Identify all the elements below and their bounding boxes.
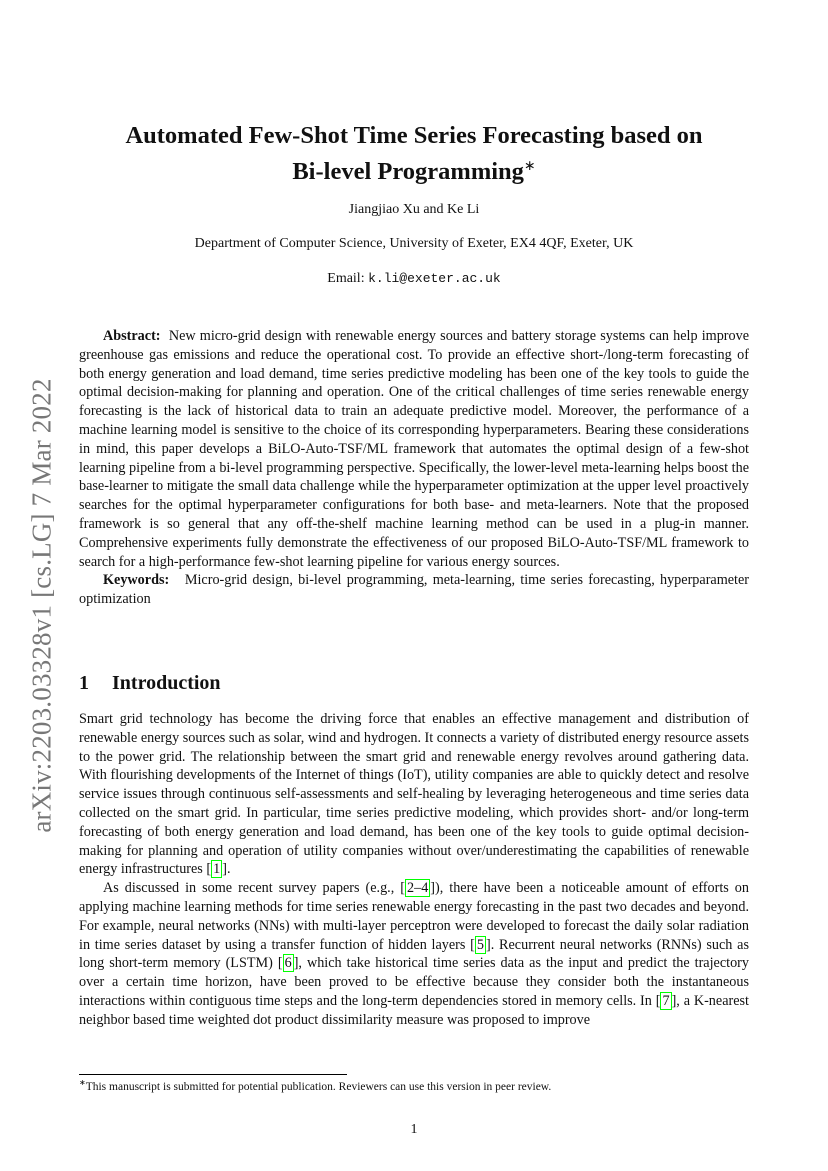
paper-title — [60, 120, 768, 187]
title-line-1: Automated Few-Shot Time Series Forecasting based on — [125, 122, 703, 149]
citation-link[interactable]: 7 — [662, 992, 670, 1009]
citation-link[interactable]: 2–4 — [407, 880, 429, 897]
intro-body — [79, 710, 749, 1030]
intro-paragraph-1: Smart grid technology has become the driving force that enables an effective management and distribution of renewable energy sources such as solar, wind and hydrogen. It connects a variety of distributed energy resource assets to the power grid. The relationship between the smart grid and renewable energy revolves around gathering data. With flourishing developments of the Internet of things (IoT), utility companies are able to quickly detect and resolve service issues through continuous self-assessments and self-healing by leveraging heterogeneous and time series data collected on the smart grid. In particular, time series predictive modeling, which provides short- and/or long-term forecasting of both energy generation and load demand, has been one of the key tools to guide optimal decision-making for planning and operation of utility companies without over/underestimating the capabilities of renewable energy infrastructures [ 1 ]. — [79, 711, 749, 878]
affiliation: Department of Computer Science, University of Exeter, EX4 4QF, Exeter, UK — [194, 236, 634, 251]
abstract-text: New micro-grid design with renewable energy sources and battery storage systems can help improve greenhouse gas emissions and reduce the operational cost. To provide an effective short-/long-term forecasting of both energy generation and load demand, time series predictive modeling has been one of the key tools to guide the optimal decision-making for planning and operation. One of the critical challenges of time series renewable energy forecasting is the lack of historical data to train an adequate predictive model. Moreover, the performance of a machine learning model is sensitive to the choice of its corresponding hyperparameters. Bearing these considerations in mind, this paper develops a BiLO-Auto-TSF/ML framework that automates the optimal design of a few-shot learning pipeline from a bi-level programming perspective. Specifically, the lower-level meta-learning helps boost the base-learner to mitigate the small data challenge while the hyperparameter optimization at the upper level proactively searches for the optimal hyperparameter configurations for both base- and meta-learners. Note that the proposed framework is so general that any off-the-shelf machine learning method can be used in a plug-in manner. Comprehensive experiments fully demonstrate the effectiveness of our proposed BiLO-Auto-TSF/ML framework to search for a high-performance few-shot learning pipeline for various energy sources. — [79, 328, 750, 570]
abstract-paragraph — [79, 327, 749, 571]
email-label: Email: — [327, 271, 365, 286]
section-heading — [79, 672, 221, 695]
title-footnote-mark: ∗ — [523, 159, 536, 174]
page-number: 1 — [410, 1122, 418, 1137]
footnote-rule — [79, 1074, 347, 1075]
email-line — [0, 271, 828, 287]
citation-link[interactable]: 6 — [284, 955, 292, 972]
keywords-label: Keywords: — [103, 572, 170, 589]
keywords-text: Micro-grid design, bi-level programming, meta-learning, time series forecasting, hyperparameter optimization — [79, 572, 750, 608]
intro-paragraph-2: As discussed in some recent survey papers (e.g., [ 2–4 ]), there have been a noticeable amount of efforts on applying machine learning methods for time series renewable energy forecasting in the past two decades and beyond. For example, neural networks (NNs) with multi-layer perceptron were developed to forecast the daily solar radiation in time series dataset by using a transfer function of hidden layers [ 5 ]. Recurrent neural networks (RNNs) such as long short-term memory (LSTM) [ 6 ], which take historical time series data as the input and predict the trajectory over a certain time horizon, have been proved to be effective because they consider both the instantaneous interactions within contiguous time steps and the long-term dependencies stored in memory cells. In [ 7 ], a K-nearest neighbor based time weighted dot product dissimilarity measure was proposed to improve — [79, 880, 749, 1028]
citation-link[interactable]: 5 — [476, 936, 484, 953]
authors: Jiangjiao Xu and Ke Li — [348, 202, 480, 217]
footnote-text: This manuscript is submitted for potential publication. Reviewers can use this version in peer review. — [85, 1080, 552, 1093]
footnote-mark: ∗ — [79, 1078, 86, 1087]
abstract-block — [79, 327, 749, 609]
section-number: 1 — [79, 672, 89, 694]
arxiv-id: arXiv:2203.03328v1 [cs.LG] 7 Mar 2022 — [26, 377, 57, 833]
citation-link[interactable]: 1 — [213, 861, 221, 878]
title-line-2: Bi-level Programming∗ — [292, 158, 536, 186]
section-title: Introduction — [112, 672, 221, 694]
email-address[interactable]: k.li@exeter.ac.uk — [368, 271, 501, 286]
footnote — [79, 1078, 749, 1093]
arxiv-sidebar-stamp — [22, 368, 62, 842]
keywords-paragraph — [79, 571, 749, 609]
abstract-label: Abstract: — [103, 328, 161, 344]
